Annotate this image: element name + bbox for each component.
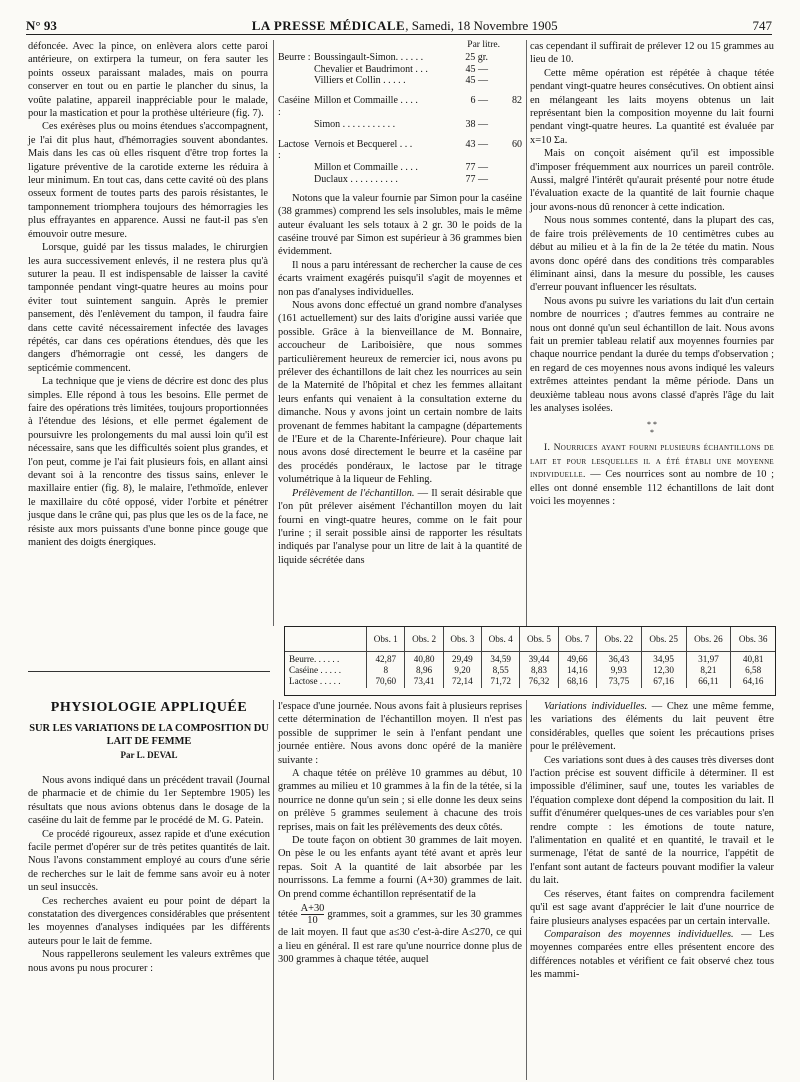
cell-value: 73,75: [608, 676, 630, 686]
page-number: 747: [752, 18, 772, 33]
column-header: Obs. 1: [367, 627, 405, 652]
cell-value: 8,21: [700, 665, 717, 675]
table-cell: [443, 652, 481, 689]
cell-value: 67,16: [653, 676, 674, 686]
column-header: Obs. 3: [443, 627, 481, 652]
row-extra-value: [488, 119, 522, 131]
row-labels: [285, 652, 367, 689]
column-header: Obs. 26: [686, 627, 731, 652]
row-source: Millon et Commaille . . . .: [314, 162, 418, 174]
row-value: 77 —: [465, 162, 488, 174]
paragraph-text: — Chez une même femme, les variations des éléments du lait peuvent être considérables, quelles que soient les précautions prises pour le prélèvement.: [530, 701, 774, 753]
table-cell: [520, 652, 558, 689]
paragraph-text: — Les moyennes comparées entre elles présentent encore des différences notables et vérifient ce fait observé chez tous les mammi-: [530, 928, 775, 981]
paragraph: Lorsque, guidé par les tissus malades, le chirurgien les aura successivement enlevés, il ne restera plus qu'à suturer la peau. Il est indispensable de laisser la cavité tamponnée pendant vingt-quatre heures au moins pour éviter tout suintement sanguin. Après le premier pansement, dès l'enlèvement du tampon, il faudra faire dans cette cavité nécessairement infectée des lavages répétés, car dans ces opérations étendues, dès que les dangers d'hémorragie ont cessé, les dangers de septicémie commencent.: [28, 242, 268, 374]
table-corner: [285, 627, 367, 652]
row-value: 45 —: [465, 75, 488, 87]
paragraph: [278, 903, 522, 966]
row-source: Simon . . . . . . . . . . .: [314, 118, 396, 130]
journal-name: LA PRESSE MÉDICALE: [251, 18, 406, 33]
cell-value: 12,30: [653, 665, 674, 675]
cell-value: 36,43: [608, 654, 630, 664]
cell-value: 73,41: [413, 676, 435, 686]
paragraph: Nous rappellerons seulement les valeurs extrêmes que nous avons pu nous procurer :: [28, 949, 270, 974]
fraction-numerator: A+30: [300, 903, 325, 915]
fraction: [301, 903, 325, 926]
cell-value: 71,72: [490, 676, 512, 686]
table-row: [285, 652, 775, 689]
paragraph: Notons que la valeur fournie par Simon pour la caséine (38 grammes) comprend les sels insolubles, mais le même auteur évaluant les sels totaux à 2 gr. 30 le poids de la caséine trouvé par Simon est supérieur à 36 grammes bien évidemment.: [278, 192, 522, 258]
paragraph: Nous avons pu suivre les variations du lait d'un certain nombre de nourrices ; d'autres femmes au contraire ne nous ont donné qu'un seul échantillon de lait. Nous avons fait un premier tableau relatif aux moyennes fournies par chaque nourrice pendant la durée du temps d'observation ; en regard de ces moyennes nous avons indiqué les valeurs extrêmes atteintes pendant la même période. Dans un deuxième tableau nous avons classé d'après l'âge du lait les analyses isolées.: [530, 295, 774, 414]
row-category: [278, 64, 314, 76]
cell-value: 9,20: [454, 665, 471, 675]
cell-value: 72,14: [452, 676, 473, 686]
cell-value: 70,60: [375, 676, 397, 686]
row-source: Millon et Commaille . . . .: [314, 95, 418, 107]
table-cell: [641, 652, 686, 689]
column-2: [278, 40, 522, 567]
table-cell: [558, 652, 596, 689]
paragraph: [278, 487, 522, 567]
table-cell: [367, 652, 405, 689]
row-label: Beurre. . . . . .: [289, 654, 340, 664]
cell-value: 76,32: [528, 676, 550, 686]
cell-value: 6,58: [745, 665, 762, 675]
column-header: Obs. 2: [405, 627, 443, 652]
table-row: [278, 95, 522, 119]
column-3: [530, 40, 774, 508]
issue-number: N° 93: [26, 18, 57, 33]
paragraph: Mais on conçoit aisément qu'il est impossible d'imposer fréquemment aux nourrices un pareil contrôle. Aussi, malgré l'intérêt qu'aurait présenté pour notre étude l'évaluation exacte de la quantité de lait fournie chaque jour avons-nous dû renoncer à cette indication.: [530, 148, 774, 213]
row-category: [278, 75, 314, 87]
row-source: Villiers et Collin . . . . .: [314, 75, 406, 87]
table-row: [278, 52, 522, 64]
table-cell: [482, 652, 520, 689]
row-category: [278, 162, 314, 174]
column-header: Obs. 5: [520, 627, 558, 652]
column-divider: [526, 40, 527, 626]
paragraph: Ces recherches avaient eu pour point de départ la constatation des divergences considérables que présentent les moyennes d'analyses indiquées par les différents auteurs pour le lait de femme.: [28, 895, 270, 947]
row-value: 45 —: [465, 63, 488, 75]
table-row: [278, 139, 522, 163]
paragraph: Ce procédé rigoureux, assez rapide et d'une exécution facile permet d'opérer sur de très petites quantités de lait. Nous l'avons constamment employé au cours d'une série de recherches sur le lait de femme sans avoir eu à noter un seul insuccès.: [28, 828, 270, 894]
section-title: PHYSIOLOGIE APPLIQUÉE: [50, 700, 248, 715]
cell-value: 8,96: [416, 665, 433, 675]
values-table: [278, 40, 522, 186]
row-value: 43 —: [465, 138, 488, 150]
row-value: 77 —: [465, 173, 488, 185]
column-divider: [273, 40, 274, 626]
row-source: Boussingault-Simon. . . . . .: [314, 51, 424, 63]
cell-value: 34,95: [653, 654, 674, 664]
moyennes-table: [284, 626, 776, 696]
table-row: [278, 119, 522, 131]
row-extra-value: [488, 52, 522, 64]
table-row: [278, 162, 522, 174]
journal-title: [252, 18, 558, 34]
paragraph: Nous avons indiqué dans un précédent travail (Journal de pharmacie et de chimie du 1er Septembre 1905) les résultats que nous avions obtenus dans le dosage de la caséine du lait de femme par le procédé de M. G. Patein.: [28, 775, 270, 827]
paragraph: De toute façon on obtient 30 grammes de lait moyen. On pèse le ou les enfants ayant tété avant et après leur repas. Soit A la quantité de lait absorbée par les nourrissons. La femme a fourni (A+30) grammes de lait. On prend comme échantillon représentatif de la: [278, 835, 522, 900]
row-category: [278, 119, 314, 131]
table-cell: [596, 652, 641, 689]
column-divider: [526, 700, 527, 1080]
column-2-lower: [278, 700, 522, 966]
column-header: Obs. 36: [731, 627, 775, 652]
cell-value: 8,83: [530, 665, 548, 675]
row-spacer: [278, 131, 522, 139]
row-spacer: [278, 87, 522, 95]
paragraph-text: grammes, soit a grammes, sur les 30 grammes de lait moyen. Il faut que a≤30 c'est-à-dire A≤270, ce qui a lieu en général. Il est rare qu'une nourrice donne plus de 300 grammes à chaque tétée, auquel: [278, 908, 522, 965]
row-category: [278, 174, 314, 186]
column-header: Obs. 4: [482, 627, 520, 652]
table-cell: [405, 652, 443, 689]
row-source: Vernois et Becquerel . . .: [314, 138, 413, 150]
cell-value: 29,49: [452, 654, 473, 664]
row-source: Duclaux . . . . . . . . . .: [314, 173, 398, 185]
paragraph-text: — Il serait désirable que l'on pût prélever aisément l'échantillon moyen du lait fourni en vingt-quatre heures, comme on le fait pour l'urine ; il serait possible ainsi de rapporter les résultats indiqués par l'analyse pour un litre de lait à la quantité de liquide sécrétée dans: [278, 487, 523, 566]
row-extra-value: [488, 75, 522, 87]
paragraph: Nous avons donc effectué un grand nombre d'analyses (161 actuellement) sur des laits d'origine aussi variée que possible. Grâce à la bienveillance de M. Bonnaire, accoucheur de Lariboisière, que nous sommes particulièrement heureux de remercier ici, nous avons pu prélever des échantillons de lait chez les nourrices au sein de la Maternité de l'hôpital et chez les femmes allaitant leurs enfants qui venaient à la consultation externe du dimanche. Nous y avons joint un certain nombre de laits provenant de femmes habitant la campagne (départements de l'Eure et de la Charente-Inférieure). Pour chaque lait nous avons dosé directement le beurre et la caséine par des procédés pondéraux, le lactose par le titrage volumétrique à la liqueur de Fehling.: [278, 300, 522, 486]
column-header: Obs. 7: [558, 627, 596, 652]
table-cell: [686, 652, 731, 689]
table-row: [278, 75, 522, 87]
cell-value: 40,81: [742, 654, 764, 664]
paragraph: Ces variations sont dues à des causes très diverses dont l'action précise est souvent difficile à déterminer. Il est impossible d'éliminer, sauf une, toutes les variables de l'équation complexe dont dépend la composition du lait. Il suffit d'énumérer quelques-unes de ces variables pour s'en rendre compte : les émotions de toute nature, l'alimentation en qualité et en quantité, le travail et le surmenage, l'état de santé de la nourrice, l'appétit de l'enfant sont autant de facteurs pouvant modifier la valeur du lait.: [530, 754, 774, 887]
paragraph: La technique que je viens de décrire est donc des plus simples. Elle répond à tous les besoins. Elle permet de faire des opérations très limitées, toujours proportionnées à l'étendue des lésions, et elle permet également de poursuivre les prolongements du mal aussi loin qu'il est nécessaire, sans que les difficultés soient plus grandes, et l'on peut, comme je l'ai fait plusieurs fois, en allant ainsi devant soi à la rencontre des tissus sains, enlever le maxillaire entier (fig. 8), le malaire, l'ethmoïde, enlever le maxillaire du côté opposé, vider l'orbite et pénétrer jusque dans le crâne qui, pas plus que les os de la face, ne résiste aux mors puissants d'une bonne pince gouge que manient des doigts énergiques.: [28, 376, 268, 549]
row-extra-value: [488, 174, 522, 186]
table-unit: Par litre.: [467, 40, 500, 50]
cell-value: 64,16: [742, 676, 764, 686]
paragraph: Cette même opération est répétée à chaque tétée pendant vingt-quatre heures consécutives. On obtient ainsi en mélangeant les laits moyens obtenus un lait représentant bien la composition moyenne du lait fourni pendant vingt-quatre heures. La quantité est évaluée par x=10 Σa.: [530, 67, 774, 146]
paragraph: défoncée. Avec la pince, on enlèvera alors cette paroi antérieure, on extirpera la tumeur, on fera sauter les points osseux paraissant malades, mais on pourra conserver en tout ou en partie le plancher du sinus, la voûte palatine, appareil inappréciable pour le malade, pour la mastication et pour la prothèse ultérieure (fig. 7).: [28, 41, 268, 120]
column-header: Obs. 25: [641, 627, 686, 652]
row-category: Caséine :: [278, 95, 310, 118]
paragraph-text: — Ces nourrices sont au nombre de 10 ; elles ont donné ensemble 112 échantillons de lait dont voici les moyennes :: [530, 469, 774, 507]
paragraph: A chaque tétée on prélève 10 grammes au début, 10 grammes au milieu et 10 grammes à la fin de la tétée, si la nourrice ne donne qu'un sein ; si elle donne les deux seins on prélève 5 grammes seulement à chacune des trois reprises, mais on fait les prélèvements des deux côtés.: [278, 768, 522, 833]
article-body: [28, 774, 270, 975]
section-rule: [28, 671, 270, 672]
cell-value: 66,11: [698, 676, 719, 686]
row-value: 6 —: [470, 95, 488, 107]
cell-value: 9,93: [610, 665, 627, 675]
paragraph: Ces exérèses plus ou moins étendues s'accompagnent, je l'ai dit plus haut, d'hémorragies souvent abondantes. Mais dans les cas où elles risquent d'être trop fortes la ligature préventive de la carotide externe les réduira à leur minimum. En tout cas, dans cette cavité où des plans osseux forment de toutes parts des parois résistantes, le tamponnement triomphera toujours des hémorragies les plus effrayantes en apparence. Aussi ne faut-il pas s'en émouvoir outre mesure.: [28, 121, 268, 240]
paragraph: Il nous a paru intéressant de rechercher la cause de ces écarts vraiment exagérés puisqu'il s'agit de moyennes et non pas d'analyses individuelles.: [278, 259, 522, 298]
page-header: [26, 8, 772, 35]
paragraph: cas cependant il suffirait de prélever 12 ou 15 grammes au lieu de 10.: [530, 41, 774, 66]
paragraph: [530, 700, 774, 754]
paragraph-text: tétée: [278, 908, 298, 920]
paragraph: Ces réserves, étant faites on comprendra facilement qu'il est sage avant d'apprécier le lait d'une nourrice de faire plusieurs analyses espacées par un certain intervalle.: [530, 888, 774, 927]
row-extra-value: [488, 162, 522, 174]
subheading: Prélèvement de l'échantillon.: [292, 487, 415, 499]
paragraph: [530, 928, 774, 982]
row-source: Chevalier et Baudrimont . . .: [314, 63, 428, 75]
cell-value: 34,59: [490, 654, 512, 664]
issue-date: , Samedi, 18 Novembre 1905: [405, 18, 558, 33]
row-label: Lactose . . . . .: [289, 676, 341, 686]
row-extra-value: [488, 64, 522, 76]
row-extra-value: 82: [512, 95, 522, 107]
column-divider: [273, 700, 274, 1080]
subheading: Comparaison des moyennes individuelles.: [544, 928, 734, 940]
article-title: SUR LES VARIATIONS DE LA COMPOSITION DU LAIT DE FEMME: [29, 723, 269, 747]
column-header: Obs. 22: [596, 627, 641, 652]
cell-value: 8,55: [492, 665, 509, 675]
row-category: Lactose :: [278, 138, 310, 162]
cell-value: 31,97: [698, 654, 719, 664]
subheading: Variations individuelles.: [544, 701, 648, 712]
cell-value: 40,80: [413, 654, 435, 664]
row-label: Caséine . . . . .: [289, 665, 342, 675]
cell-value: 8: [383, 665, 389, 675]
row-value: 25 gr.: [465, 51, 488, 63]
table-row: [278, 174, 522, 186]
table-row: [278, 64, 522, 76]
subheading: I. Nourrices ayant fourni plusieurs échantillons de lait et pour lesquelles il a été établi une moyenne individuelle.: [530, 442, 774, 481]
paragraph: Nous nous sommes contenté, dans la plupart des cas, de faire trois prélèvements de 10 centimètres cubes au début au milieu et à la fin de la 2e tétée du matin. Nous avons donc opéré dans des conditions très comparables éliminant ainsi, dans la mesure du possible, les causes d'erreur pouvant influencer les résultats.: [530, 215, 774, 294]
row-value: 38 —: [465, 118, 488, 130]
cell-value: 42,87: [375, 654, 397, 664]
asterism: * * *: [647, 420, 657, 438]
paragraph: [530, 441, 774, 508]
cell-value: 49,66: [566, 654, 588, 664]
row-category: Beurre :: [278, 51, 311, 63]
article-physiologie: [28, 700, 270, 975]
paragraph: l'espace d'une journée. Nous avons fait à plusieurs reprises cette détermination de l'échantillon moyen. Il n'est pas possible de supprimer le sein à l'enfant pendant une journée entière. Nous avons donc opéré de la manière suivante :: [278, 701, 522, 766]
cell-value: 14,16: [566, 665, 588, 675]
cell-value: 39,44: [528, 654, 550, 664]
column-1: [28, 40, 268, 549]
cell-value: 68,16: [566, 676, 588, 686]
article-author: Par L. DEVAL: [120, 750, 178, 760]
row-extra-value: 60: [512, 138, 522, 150]
column-3-lower: [530, 700, 774, 982]
table-cell: [731, 652, 775, 689]
fraction-denominator: 10: [307, 915, 318, 927]
